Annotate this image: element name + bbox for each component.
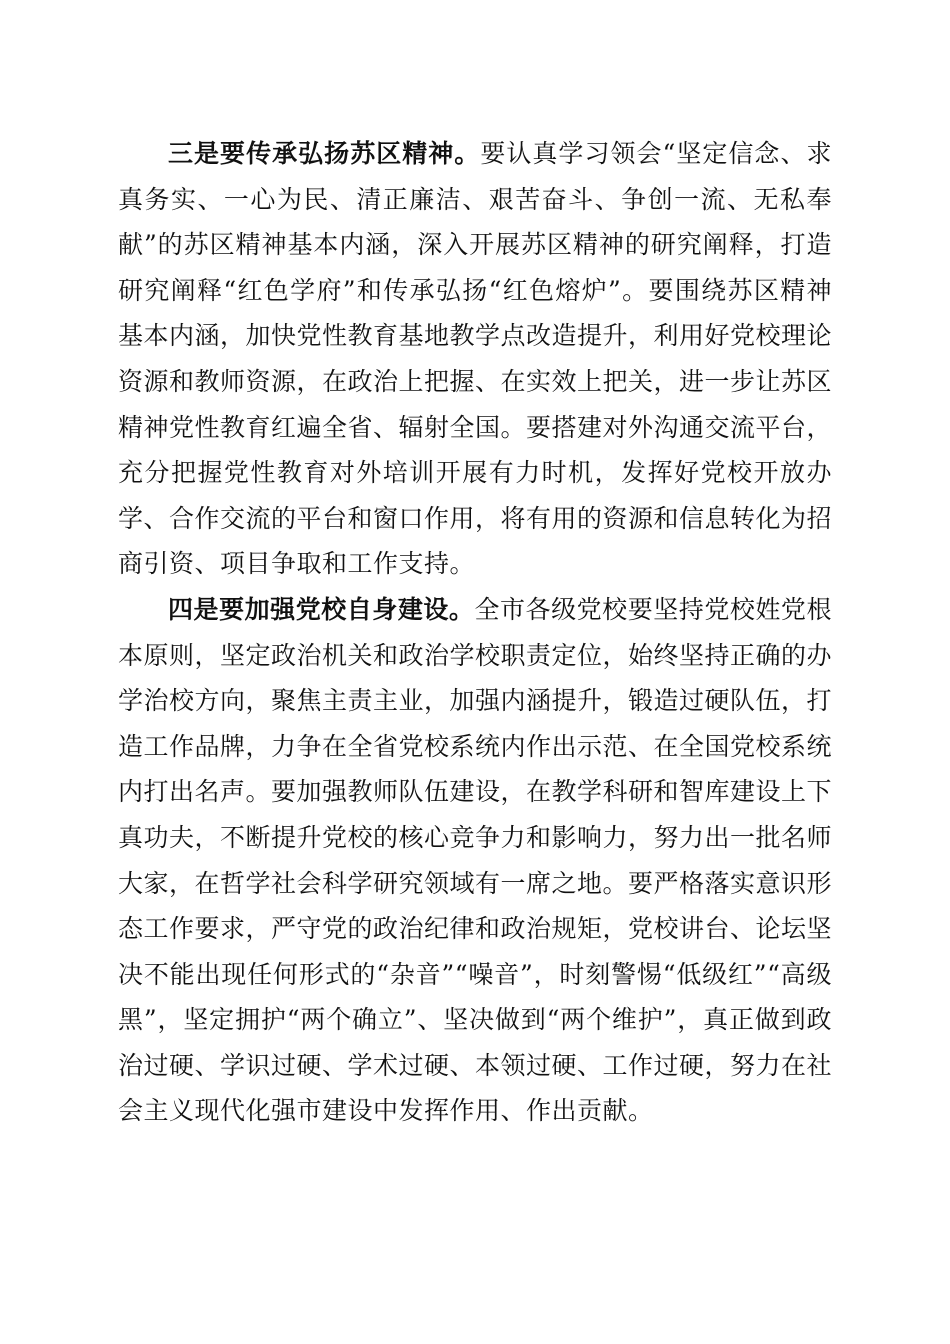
paragraph-body: 全市各级党校要坚持党校姓党根本原则，坚定政治机关和政治学校职责定位，始终坚持正确的办学治校方向，聚焦主责主业，加强内涵提升，锻造过硬队伍，打造工作品牌，力争在全省党校系统内作出示范、在全国党校系统内打出名声。要加强教师队伍建设，在教学科研和智库建设上下真功夫，不断提升党校的核心竞争力和影响力，努力出一批名师大家，在哲学社会科学研究领域有一席之地。要严格落实意识形态工作要求，严守党的政治纪律和政治规矩，党校讲台、论坛坚决不能出现任何形式的“杂音”“噪音”，时刻警惕“低级红”“高级黑”，坚定拥护“两个确立”、坚决做到“两个维护”，真正做到政治过硬、学识过硬、学术过硬、本领过硬、工作过硬，努力在社会主义现代化强市建设中发挥作用、作出贡献。 (118, 594, 833, 1126)
paragraph-party-school-building (118, 587, 832, 1134)
paragraph-body: 要认真学习领会“坚定信念、求真务实、一心为民、清正廉洁、艰苦奋斗、争创一流、无私奉献”的苏区精神基本内涵，深入开展苏区精神的研究阐释，打造研究阐释“红色学府”和传承弘扬“红色熔炉”。要围绕苏区精神基本内涵，加快党性教育基地教学点改造提升，利用好党校理论资源和教师资源，在政治上把握、在实效上把关，进一步让苏区精神党性教育红遍全省、辐射全国。要搭建对外沟通交流平台，充分把握党性教育对外培训开展有力时机，发挥好党校开放办学、合作交流的平台和窗口作用，将有用的资源和信息转化为招商引资、项目争取和工作支持。 (118, 139, 833, 579)
document-body (118, 131, 832, 1134)
paragraph-lead: 三是要传承弘扬苏区精神。 (168, 139, 481, 168)
paragraph-inherit-soviet-spirit (118, 131, 832, 587)
paragraph-lead: 四是要加强党校自身建设。 (168, 594, 475, 624)
